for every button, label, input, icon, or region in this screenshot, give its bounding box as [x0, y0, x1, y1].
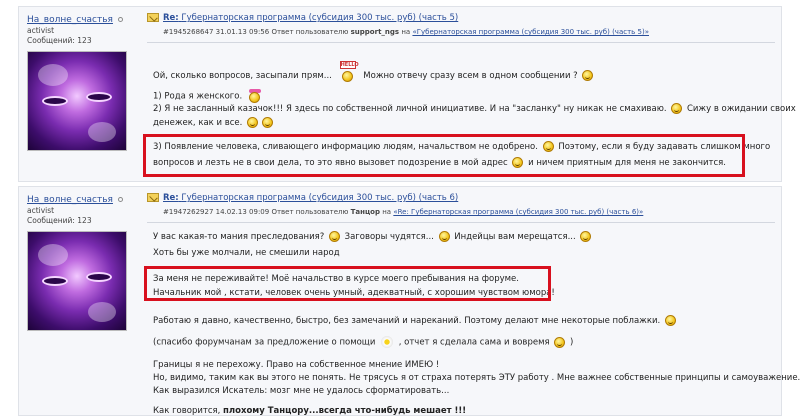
text-line: [153, 103, 796, 116]
post-author-panel: [19, 7, 139, 181]
text-span: Но, видимо, таким как вы этого не понять. Не трясусь я от страха потерять ЭТУ работу . Мне важнее собственные принципы и самоуважение.: [153, 373, 800, 383]
author-nick-link[interactable]: На_волне_счастья: [27, 195, 113, 205]
text-span: Сижу в ожидании своих: [686, 104, 796, 114]
reply-user[interactable]: support_ngs: [350, 28, 400, 36]
post-meta: [163, 28, 649, 36]
flower-icon: [380, 335, 394, 349]
smiley-icon: [665, 315, 676, 326]
hello-sign-smiley-icon: [337, 61, 359, 83]
text-line: [153, 61, 595, 83]
text-span: Индейцы вам мерещатся...: [454, 232, 576, 242]
subject-prefix: Re:: [163, 193, 179, 203]
on-label: на: [382, 208, 392, 216]
smiley-icon: [580, 231, 591, 242]
post-author-panel: [19, 187, 139, 415]
post-content: [147, 187, 800, 416]
smiley-icon: [671, 103, 682, 114]
text-span: Начальник мой , кстати, человек очень умный, адекватный, с хорошим чувством юмора!: [153, 288, 555, 298]
text-span: Как выразился Искатель: мозг мне не удалось сформатировать...: [153, 386, 450, 396]
post-subject-link[interactable]: [163, 13, 458, 23]
text-span: , отчет я сделала сама и вовремя: [398, 337, 550, 348]
subject-prefix: Re:: [163, 13, 179, 23]
text-span: У вас какая-то мания преследования?: [153, 232, 325, 242]
text-span: (спасибо форумчанам за предложение о помощи: [153, 337, 376, 348]
text-span: плохому Танцору...всегда что-нибудь мешает !!!: [223, 406, 467, 416]
text-line: [153, 247, 340, 260]
post-header: [147, 191, 775, 223]
author-nick-link[interactable]: На_волне_счастья: [27, 15, 113, 25]
post-id: #1947262927: [163, 208, 214, 216]
thread-link[interactable]: «Губернаторская программа (субсидия 300 тыс. руб) (часть 5)»: [412, 28, 649, 36]
smiley-icon: [262, 117, 273, 128]
online-status-icon: [118, 17, 123, 22]
text-line: [153, 405, 466, 418]
reply-user[interactable]: Танцор: [350, 208, 380, 216]
text-span: и ничем приятным для меня не закончится.: [528, 158, 726, 168]
text-line: [153, 315, 678, 328]
author-rank: activist: [27, 206, 55, 215]
subject-title: Губернаторская программа (субсидия 300 тыс. руб) (часть 6): [181, 193, 459, 203]
highlight-box: [143, 134, 745, 177]
sign-text: HELLO: [340, 62, 359, 68]
text-span: 3) Появление человека, сливающего информацию людям, начальством не одобрено.: [153, 142, 538, 152]
text-line: [153, 335, 573, 350]
text-span: Как говорится,: [153, 406, 221, 416]
text-span: Границы я не перехожу. Право на собственное мнение ИМЕЮ !: [153, 360, 440, 370]
text-span: Можно отвечу сразу всем в одном сообщении ?: [363, 71, 578, 81]
post-subject-link[interactable]: [163, 193, 458, 203]
post-header: [147, 11, 775, 43]
smiley-icon: [439, 231, 450, 242]
text-line: [153, 89, 265, 104]
text-span: Поэтому, если я буду задавать слишком много: [558, 142, 771, 152]
text-span: вопросов и лезть не в свои дела, то это явно вызовет подозрение в мой адрес: [153, 158, 508, 168]
bow-smiley-icon: [247, 89, 263, 103]
envelope-icon: [147, 193, 159, 202]
text-line: [153, 359, 439, 372]
forum-post: [18, 186, 800, 416]
highlight-box: [144, 266, 551, 301]
author-message-count: Сообщений: 123: [27, 216, 92, 225]
avatar: [27, 231, 127, 331]
smiley-icon: [554, 337, 565, 348]
smiley-icon: [329, 231, 340, 242]
online-status-icon: [118, 197, 123, 202]
envelope-icon: [147, 13, 159, 22]
smiley-icon: [247, 117, 258, 128]
text-span: ): [570, 337, 574, 348]
text-line: [153, 231, 593, 244]
text-span: За меня не переживайте! Моё начальство в курсе моего пребывания на форуме.: [153, 274, 519, 284]
text-line: [153, 372, 800, 385]
post-date: 14.02.13 09:09: [215, 208, 270, 216]
post-id: #1945268647: [163, 28, 214, 36]
text-span: 2) Я не засланный казачок!!! Я здесь по собственной личной инициативе. И на "засланку" ну никак не смахиваю.: [153, 104, 667, 114]
reply-to-label: Ответ пользователю: [271, 208, 349, 216]
on-label: на: [401, 28, 411, 36]
post-meta: [163, 208, 643, 216]
author-message-count: Сообщений: 123: [27, 36, 92, 45]
text-span: 1) Рода я женского.: [153, 91, 243, 102]
avatar: [27, 51, 127, 151]
text-line: [153, 385, 449, 398]
smiley-icon: [582, 70, 593, 81]
author-rank: activist: [27, 26, 55, 35]
text-span: Работаю я давно, качественно, быстро, без замечаний и нареканий. Поэтому делают мне некоторые поблажки.: [153, 316, 661, 326]
subject-title: Губернаторская программа (субсидия 300 тыс. руб) (часть 5): [181, 13, 459, 23]
text-span: Хоть бы уже молчали, не смешили народ: [153, 248, 340, 258]
reply-to-label: Ответ пользователю: [271, 28, 349, 36]
text-span: Заговоры чудятся...: [344, 232, 434, 242]
post-date: 31.01.13 09:56: [215, 28, 270, 36]
text-span: денежек, как и все.: [153, 118, 243, 128]
text-span: Ой, сколько вопросов, засыпали прям...: [153, 71, 332, 81]
thread-link[interactable]: «Re: Губернаторская программа (субсидия 300 тыс. руб) (часть 6)»: [393, 208, 644, 216]
text-line: [153, 117, 275, 130]
